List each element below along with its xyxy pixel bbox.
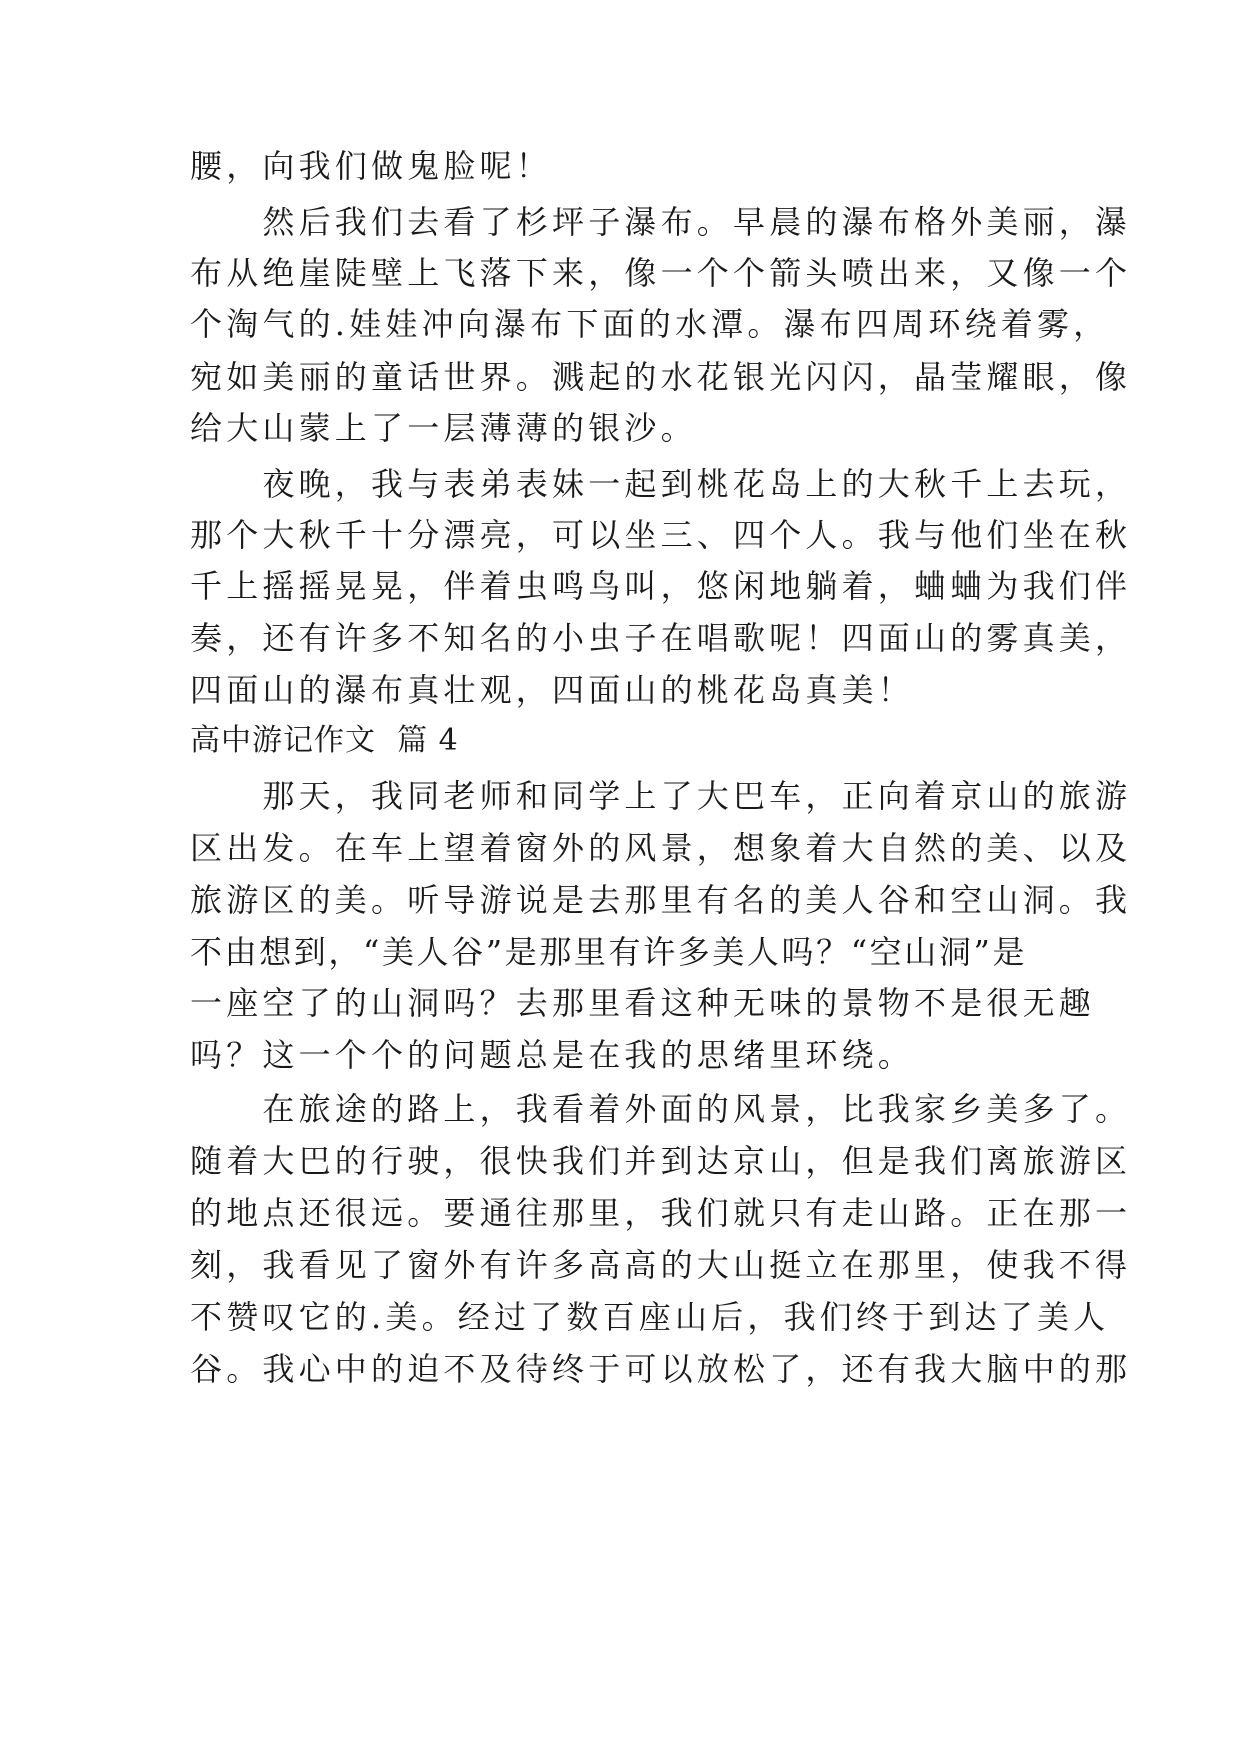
- text-line: 旅游区的美。听导游说是去那里有名的美人谷和空山洞。我: [190, 881, 1132, 919]
- text-line: 腰，向我们做鬼脸呢！: [190, 147, 553, 185]
- text-line: 四面山的瀑布真壮观，四面山的桃花岛真美！: [190, 671, 915, 709]
- text-line: 谷。我心中的迫不及待终于可以放松了，还有我大脑中的那: [190, 1350, 1132, 1388]
- text-line: 个淘气的.娃娃冲向瀑布下面的水潭。瀑布四周环绕着雾，: [190, 305, 1110, 343]
- text-line: 随着大巴的行驶，很快我们并到达京山，但是我们离旅游区: [190, 1142, 1132, 1180]
- text-line: 布从绝崖陡壁上飞落下来，像一个个箭头喷出来，又像一个: [190, 254, 1132, 292]
- paragraph-start-line: 夜晚，我与表弟表妹一起到桃花岛上的大秋千上去玩，: [190, 465, 1132, 503]
- section-heading: 高中游记作文 篇 4: [190, 723, 459, 758]
- text-line: 给大山蒙上了一层薄薄的银沙。: [190, 409, 697, 447]
- paragraph-start-line: 在旅途的路上，我看着外面的风景，比我家乡美多了。: [190, 1090, 1132, 1128]
- paragraph-start-line: 然后我们去看了杉坪子瀑布。早晨的瀑布格外美丽，瀑: [190, 203, 1132, 241]
- paragraph-start-line: 那天，我同老师和同学上了大巴车，正向着京山的旅游: [190, 777, 1132, 815]
- text-line: 那个大秋千十分漂亮，可以坐三、四个人。我与他们坐在秋: [190, 516, 1132, 554]
- text-line: 不由想到，“美人谷”是那里有许多美人吗？“空山洞”是: [190, 933, 1028, 971]
- text-line: 区出发。在车上望着窗外的风景，想象着大自然的美、以及: [190, 829, 1132, 867]
- text-line: 一座空了的山洞吗？去那里看这种无味的景物不是很无趣: [190, 984, 1096, 1022]
- text-line: 宛如美丽的童话世界。溅起的水花银光闪闪，晶莹耀眼，像: [190, 358, 1132, 396]
- text-line: 刻，我看见了窗外有许多高高的大山挺立在那里，使我不得: [190, 1246, 1132, 1284]
- text-line: 的地点还很远。要通往那里，我们就只有走山路。正在那一: [190, 1194, 1132, 1232]
- text-line: 不赞叹它的.美。经过了数百座山后，我们终于到达了美人: [190, 1298, 1110, 1336]
- text-line: 奏，还有许多不知名的小虫子在唱歌呢！四面山的雾真美，: [190, 619, 1132, 657]
- text-line: 千上摇摇晃晃，伴着虫鸣鸟叫，悠闲地躺着，蛐蛐为我们伴: [190, 567, 1132, 605]
- text-line: 吗？这一个个的问题总是在我的思绪里环绕。: [190, 1036, 915, 1074]
